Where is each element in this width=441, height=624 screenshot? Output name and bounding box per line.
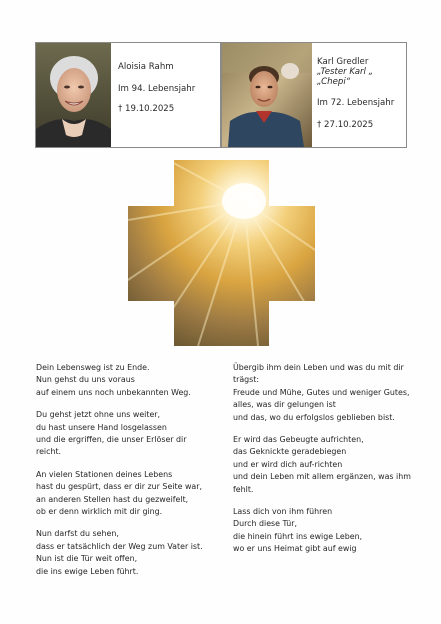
poem-line: die hinein führt ins ewige Leben, [233, 531, 363, 541]
poem-line: dass er tatsächlich der Weg zum Vater ist. [36, 541, 203, 551]
poem-stanza [36, 409, 222, 459]
poem-line: Nun gehst du uns voraus [36, 375, 135, 385]
poem-line: reicht. [36, 447, 62, 457]
poem-line: alles, was dir gelungen ist [233, 400, 336, 410]
person-card-karl [221, 42, 407, 148]
poem-right-column [233, 362, 413, 566]
poem-left-column [36, 362, 222, 588]
poem-line: Lass dich von ihm führen [233, 507, 333, 517]
poem-stanza [233, 362, 413, 424]
poem-line: und er wird dich auf-richten [233, 459, 343, 469]
person-nickname: „Tester Karl „ „Chepi“ [317, 66, 374, 87]
age-text: Im 94. Lebensjahr [118, 84, 196, 94]
cross-of-light-image [128, 160, 315, 346]
poem-stanza [36, 528, 222, 578]
person-name: Aloisia Rahm [118, 62, 174, 72]
poem-line: und dein Leben mit allem ergänzen, was ihm [233, 472, 411, 482]
poem-line: ob er denn wirklich mit dir ging. [36, 507, 163, 517]
poem-line: an anderen Stellen hast du gezweifelt, [36, 494, 189, 504]
person-info-aloisia [118, 43, 216, 147]
poem-line: und die ergriffen, die unser Erlöser dir [36, 435, 187, 445]
poem-line: und das, wo du erfolgslos geblieben bist. [233, 412, 395, 422]
poem-line: Er wird das Gebeugte aufrichten, [233, 435, 364, 445]
poem-line: Du gehst jetzt ohne uns weiter, [36, 410, 161, 420]
portrait-photo-aloisia [36, 43, 111, 147]
poem-line: auf einem uns noch unbekannten Weg. [36, 387, 191, 397]
poem-line: fehlt. [233, 484, 254, 494]
person-name: Karl Gredler [317, 57, 369, 67]
poem-line: Freude und Mühe, Gutes und weniger Gutes, [233, 387, 410, 397]
poem-line: Übergib ihm dein Leben und was du mit dir [233, 363, 404, 372]
portrait-photo-karl [222, 43, 312, 147]
poem-line: die ins ewige Leben führt. [36, 566, 139, 576]
poem-line: wo er uns Heimat gibt auf ewig [233, 544, 357, 554]
poem-line: An vielen Stationen deines Lebens [36, 469, 173, 479]
person-name-block [317, 58, 402, 88]
poem-stanza [36, 469, 222, 519]
poem-stanza [233, 434, 413, 496]
poem-line: du hast unsere Hand losgelassen [36, 422, 167, 432]
poem-line: Nun darfst du sehen, [36, 529, 119, 539]
death-date: † 27.10.2025 [317, 120, 374, 130]
person-card-aloisia [35, 42, 221, 148]
age-text: Im 72. Lebensjahr [317, 98, 395, 108]
poem-stanza [36, 362, 222, 399]
poem-line: trägst: [233, 375, 260, 385]
poem-line: das Geknickte geradebiegen [233, 447, 347, 457]
poem-line: Durch diese Tür, [233, 519, 298, 529]
person-info-karl [317, 43, 402, 147]
poem-line: hast du gespürt, dass er dir zur Seite war, [36, 482, 202, 492]
death-date: † 19.10.2025 [118, 104, 175, 114]
poem-stanza [233, 506, 413, 556]
poem-line: Nun ist die Tür weit offen, [36, 554, 138, 564]
poem-line: Dein Lebensweg ist zu Ende. [36, 363, 150, 372]
